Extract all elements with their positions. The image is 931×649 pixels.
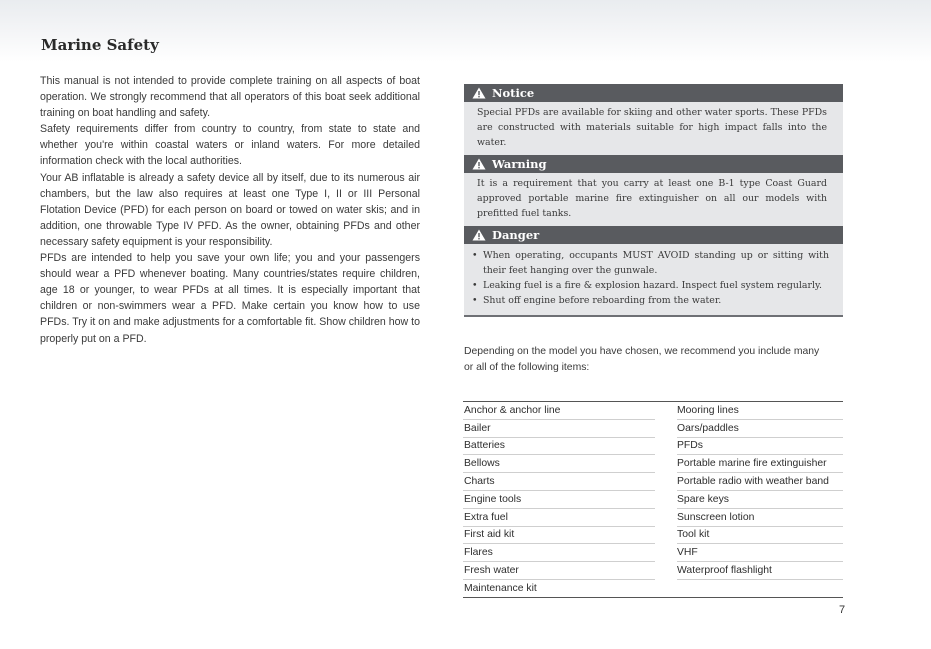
equipment-item: VHF [677,544,843,562]
danger-list [471,248,829,308]
table-row [463,419,843,437]
equipment-item: Maintenance kit [464,582,537,594]
equipment-item: Bailer [463,419,655,437]
equipment-item [677,579,843,597]
notice-callout [464,84,843,155]
paragraph: PFDs are intended to help you save your own life; you and your passengers should wear a PFD whenever boating. Many countries/states require children, age 18 or younger, to wear PFDs at all times. It is especially important that children or non-swimmers wear a PFD. Make certain you know how to use PFDs. Try it on and make adjustments for a comfortable fit. Show children how to properly put on a PFD. [40,252,420,345]
danger-item: • Leaking fuel is a fire & explosion hazard. Inspect fuel system regularly. [471,278,829,293]
safety-callouts [464,84,843,317]
table-row [463,490,843,508]
equipment-item: Tool kit [677,526,843,544]
equipment-item: Anchor & anchor line [463,402,655,420]
table-row [463,437,843,455]
equipment-item: Spare keys [677,490,843,508]
warning-text: It is a requirement that you carry at least one B-1 type Coast Guard approved portable marine fire extinguisher on all our models with prefitted fuel tanks. [477,178,827,219]
equipment-item: Fresh water [463,562,655,580]
danger-item: • When operating, occupants MUST AVOID standing up or sitting with their feet hanging over the gunwale. [471,248,829,278]
notice-text: Special PFDs are available for skiing and other water sports. These PFDs are constructed with materials suitable for high impact falls into the water. [477,107,827,148]
equipment-item: Oars/paddles [677,419,843,437]
warning-header [464,155,843,173]
paragraph: This manual is not intended to provide complete training on all aspects of boat operation. We strongly recommend that all operators of this boat seek additional training on boat handling and safety. [40,75,420,120]
danger-heading: Danger [492,228,540,242]
equipment-item: Portable radio with weather band [677,473,843,491]
table-row [463,455,843,473]
table-row [463,562,843,580]
table-row [463,508,843,526]
warning-triangle-icon [472,87,486,99]
equipment-item: Engine tools [463,490,655,508]
warning-heading: Warning [492,157,547,171]
warning-callout [464,155,843,226]
intro-column [40,73,420,347]
equipment-item: Sunscreen lotion [677,508,843,526]
equipment-item: First aid kit [463,526,655,544]
warning-triangle-icon [472,158,486,170]
equipment-item: Mooring lines [677,402,843,420]
equipment-item: PFDs [677,437,843,455]
danger-item: • Shut off engine before reboarding from the water. [471,293,829,308]
paragraph: Safety requirements differ from country to country, from state to state and whether you're within coastal waters or inland waters. For more detailed information check with the local authorities. [40,123,420,168]
equipment-item: Bellows [463,455,655,473]
paragraph: Your AB inflatable is already a safety device all by itself, due to its numerous air chambers, but the law also requires at least one Type I, II or III Personal Flotation Device (PFD) for each person on board or towed on water skis; and in addition, one throwable Type IV PFD. As the owner, obtaining PFDs and other necessary safety equipment is your responsibility. [40,171,420,248]
notice-header [464,84,843,102]
equipment-item: Charts [463,473,655,491]
equipment-item: Batteries [463,437,655,455]
notice-heading: Notice [492,86,535,100]
equipment-item: Portable marine fire extinguisher [677,455,843,473]
danger-body [464,244,843,317]
table-row [463,526,843,544]
page-title: Marine Safety [41,36,159,54]
danger-header [464,226,843,244]
equipment-item: Extra fuel [463,508,655,526]
table-row [463,473,843,491]
table-row [463,579,843,597]
table-row [463,544,843,562]
page-number: 7 [839,604,846,616]
equipment-item: Flares [463,544,655,562]
equipment-intro: Depending on the model you have chosen, we recommend you include many or all of the following items: [464,346,820,373]
table-row [463,402,843,420]
equipment-table [463,401,843,598]
danger-callout [464,226,843,317]
warning-triangle-icon [472,229,486,241]
equipment-item: Waterproof flashlight [677,562,843,580]
